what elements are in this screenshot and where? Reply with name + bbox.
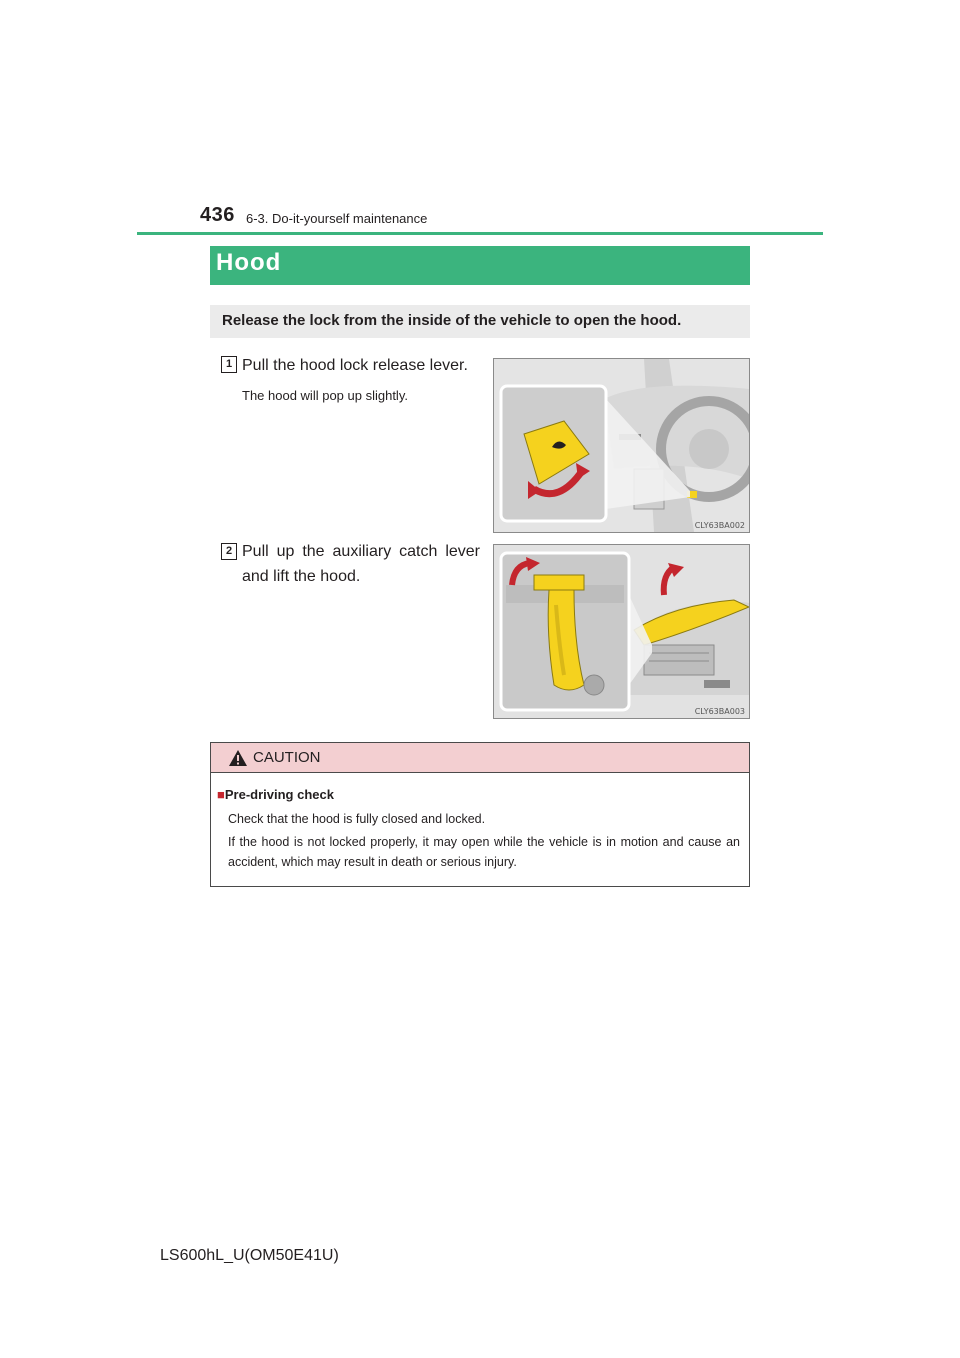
section-label: 6-3. Do-it-yourself maintenance	[246, 211, 428, 226]
hood-release-lever-illustration	[493, 358, 750, 533]
intro-text: Release the lock from the inside of the vehicle to open the hood.	[222, 312, 682, 329]
step-number-1: 1	[221, 356, 237, 373]
auxiliary-catch-illustration	[493, 544, 750, 719]
caution-box	[210, 742, 750, 887]
image-code: CLY63BA003	[694, 707, 745, 716]
model-code: LS600hL_U(OM50E41U)	[160, 1247, 339, 1264]
step-2-text-line1: Pull up the auxiliary catch lever	[242, 543, 480, 560]
caution-header	[211, 743, 749, 773]
step-number-2: 2	[221, 543, 237, 560]
section-title: Hood	[216, 249, 282, 276]
warning-icon	[228, 749, 248, 767]
square-bullet-icon: ■	[217, 787, 225, 802]
intro-box	[210, 305, 750, 338]
step-1-text: Pull the hood lock release lever.	[242, 357, 468, 374]
page-number: 436	[200, 204, 235, 226]
caution-line-2: If the hood is not locked properly, it may open while the vehicle is in motion and cause an accident, which may result in death or serious injury.	[228, 835, 740, 869]
step-2-text-line2: and lift the hood.	[242, 568, 361, 585]
image-code: CLY63BA002	[694, 521, 745, 530]
caution-title: CAUTION	[253, 749, 321, 766]
section-title-bar	[210, 246, 750, 285]
header-rule	[137, 232, 823, 235]
caution-subheading: ■Pre-driving check	[217, 787, 334, 802]
caution-line-1: Check that the hood is fully closed and locked.	[228, 812, 486, 826]
step-1-subtext: The hood will pop up slightly.	[242, 388, 408, 403]
